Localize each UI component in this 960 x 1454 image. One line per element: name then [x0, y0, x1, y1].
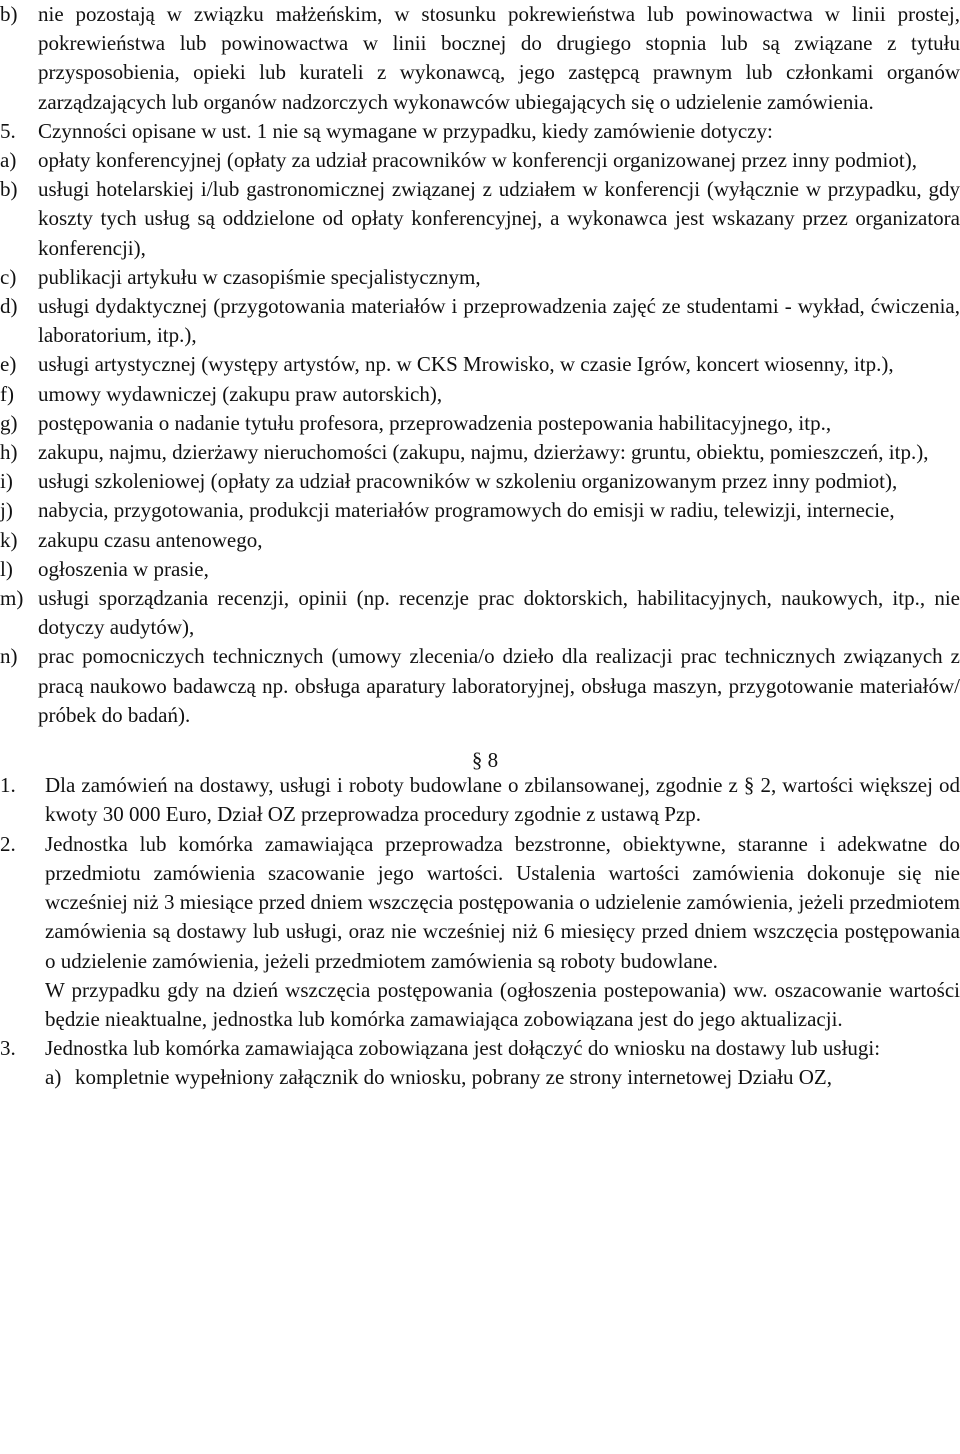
list-marker: a) [0, 148, 17, 173]
list-marker: g) [0, 410, 18, 435]
point-marker: 5. [0, 118, 16, 143]
list-item-text: zakupu czasu antenowego, [38, 527, 263, 552]
list-item-text: nie pozostają w związku małżeńskim, w stosunku pokrewieństwa lub powinowactwa w linii prostej, pokrewieństwa lub powinowactwa w linii bocznej do drugiego stopnia lub są związane z tytułu przysposobienia, opieki lub kurateli z wykonawcą, jego zastępcą prawnym lub członkami organów zarządzających lub organów nadzorczych wykonawców ubiegających się o udzielenie zamówienia. [38, 2, 960, 114]
point-3-sub-a [45, 1063, 960, 1092]
point-5 [0, 117, 960, 146]
exemption-item [0, 409, 960, 438]
list-marker: d) [0, 294, 18, 319]
list-item-text: usługi artystycznej (występy artystów, np. w CKS Mrowisko, w czasie Igrów, koncert wiosenny, itp.), [38, 352, 894, 377]
list-item-intro-b [0, 0, 960, 117]
exemption-item [0, 555, 960, 584]
list-item-text: usługi hotelarskiej i/lub gastronomicznej związanej z udziałem w konferencji (wyłącznie w przypadku, gdy koszty tych usług są oddzielone od opłaty konferencyjnej, a wykonawca jest wskazany przez organizatora konferencji), [38, 177, 960, 260]
exemption-item [0, 496, 960, 525]
list-item-text: postępowania o nadanie tytułu profesora, przeprowadzenia postepowania habilitacyjnego, itp., [38, 410, 832, 435]
list-item-text: usługi szkoleniowej (opłaty za udział pracowników w szkoleniu organizowanym przez inny podmiot), [38, 469, 898, 494]
list-marker: n) [0, 644, 18, 669]
list-marker: e) [0, 352, 17, 377]
list-item-text: usługi sporządzania recenzji, opinii (np. recenzje prac doktorskich, habilitacyjnych, naukowych, itp., nie dotyczy audytów), [38, 586, 960, 640]
numbered-point [0, 830, 960, 976]
list-marker: h) [0, 440, 18, 465]
list-marker: k) [0, 527, 18, 552]
point-paragraph: Dla zamówień na dostawy, usługi i roboty budowlane o zbilansowanej, zgodnie z § 2, wartości większej od kwoty 30 000 Euro, Dział OZ przeprowadza procedury zgodnie z ustawą Pzp. [45, 773, 960, 827]
point-marker [0, 976, 45, 1034]
exemption-item [0, 380, 960, 409]
list-item-text: publikacji artykułu w czasopiśmie specjalistycznym, [38, 264, 481, 289]
point-marker: 3. [0, 1036, 16, 1061]
list-marker: a) [45, 1065, 62, 1090]
list-marker: m) [0, 586, 24, 611]
exemption-item [0, 175, 960, 263]
point-paragraph: W przypadku gdy na dzień wszczęcia postępowania (ogłoszenia postepowania) ww. oszacowanie wartości będzie nieaktualne, jednostka lub komórka zamawiająca zobowiązana jest do jego aktualizacji. [45, 977, 960, 1031]
list-marker: b) [0, 177, 18, 202]
exemption-item [0, 263, 960, 292]
exemption-item [0, 584, 960, 642]
exemption-item [0, 438, 960, 467]
section-heading: § 8 [471, 748, 499, 773]
list-item-text: usługi dydaktycznej (przygotowania materiałów i przeprowadzenia zajęć ze studentami - wykład, ćwiczenia, laboratorium, itp.), [38, 294, 960, 348]
list-item-text: kompletnie wypełniony załącznik do wniosku, pobrany ze strony internetowej Działu OZ, [75, 1065, 832, 1090]
exemptions-list [0, 146, 960, 730]
list-item-text: umowy wydawniczej (zakupu praw autorskich), [38, 381, 443, 406]
section-points-list [0, 771, 960, 1063]
numbered-point [0, 1034, 960, 1063]
exemption-item [0, 292, 960, 350]
point-marker: 2. [0, 831, 16, 856]
exemption-item [0, 350, 960, 379]
point-paragraph: Jednostka lub komórka zamawiająca zobowiązana jest dołączyć do wniosku na dostawy lub usługi: [45, 1036, 881, 1061]
list-marker: f) [0, 381, 14, 406]
list-item-text: zakupu, najmu, dzierżawy nieruchomości (zakupu, najmu, dzierżawy: gruntu, obiektu, pomieszczeń, itp.), [38, 440, 929, 465]
numbered-point-continuation [0, 976, 960, 1034]
point-paragraph: Jednostka lub komórka zamawiająca przeprowadza bezstronne, obiektywne, staranne i adekwatne do przedmiotu zamówienia szacowanie jego wartości. Ustalenia wartości zamówienia dokonuje się nie wcześniej niż 3 miesiące przed dniem wszczęcia postępowania o udzielenie zamówienia, jeżeli przedmiotem zamówienia są dostawy lub usługi, oraz nie wcześniej niż 6 miesięcy przed dniem wszczęcia postępowania o udzielenie zamówienia, jeżeli przedmiotem zamówienia są roboty budowlane. [45, 831, 960, 973]
point-text: Czynności opisane w ust. 1 nie są wymagane w przypadku, kiedy zamówienie dotyczy: [38, 118, 773, 143]
list-item-text: nabycia, przygotowania, produkcji materiałów programowych do emisji w radiu, telewizji, internecie, [38, 498, 895, 523]
list-marker: j) [0, 498, 13, 523]
exemption-item [0, 642, 960, 730]
list-marker: l) [0, 556, 13, 581]
numbered-point [0, 771, 960, 829]
list-item-text: opłaty konferencyjnej (opłaty za udział pracowników w konferencji organizowanej przez inny podmiot), [38, 148, 917, 173]
list-marker: c) [0, 264, 17, 289]
list-marker: b) [0, 2, 18, 26]
exemption-item [0, 467, 960, 496]
exemption-item [0, 146, 960, 175]
exemption-item [0, 526, 960, 555]
list-item-text: prac pomocniczych technicznych (umowy zlecenia/o dzieło dla realizacji prac technicznych związanych z pracą naukowo badawczą np. obsługa aparatury laboratoryjnej, obsługa maszyn, przygotowanie materiałów/ próbek do badań). [38, 644, 960, 727]
list-item-text: ogłoszenia w prasie, [38, 556, 209, 581]
point-marker: 1. [0, 773, 16, 798]
list-marker: i) [0, 469, 13, 494]
